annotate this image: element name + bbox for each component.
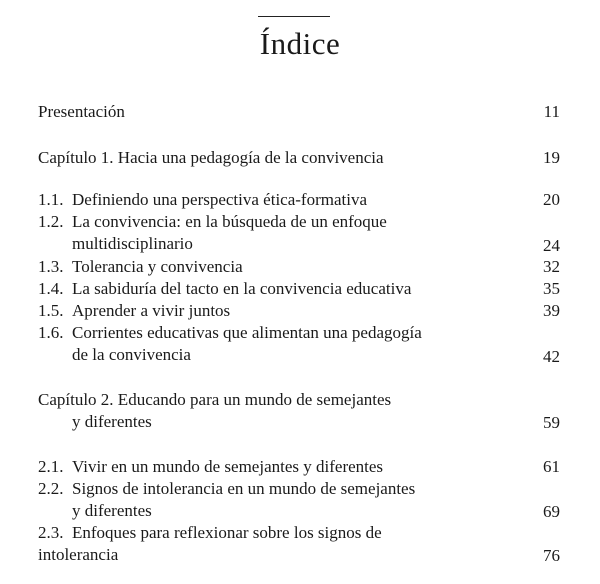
toc-entry-text: Tolerancia y convivencia: [72, 257, 243, 276]
toc-entry-text: y diferentes: [72, 412, 152, 431]
title-rule: [258, 16, 330, 17]
toc-page-number: 76: [543, 546, 560, 565]
section-number: 2.3.: [38, 523, 64, 542]
toc-entry-text: Capítulo 2. Educando para un mundo de semejantes: [38, 390, 392, 409]
toc-page-number: 61: [543, 457, 560, 476]
toc-entry-text: La sabiduría del tacto en la convivencia educativa: [72, 279, 412, 298]
toc-entry-text: Enfoques para reflexionar sobre los signos de: [72, 523, 382, 542]
toc-page-number: 32: [543, 257, 560, 276]
toc-section-2-2: [38, 478, 415, 500]
toc-section-2-3: [38, 522, 382, 544]
toc-entry-text: Presentación: [38, 102, 125, 121]
toc-section-1-1: [38, 189, 367, 211]
toc-entry-text: Vivir en un mundo de semejantes y diferentes: [72, 457, 384, 476]
toc-entry-text: Aprender a vivir juntos: [72, 301, 231, 320]
section-number: 1.2.: [38, 212, 64, 231]
toc-entry-text: La convivencia: en la búsqueda de un enfoque: [72, 212, 387, 231]
section-number: 1.5.: [38, 301, 64, 320]
toc-entry-text: y diferentes: [72, 501, 152, 520]
section-number: 1.4.: [38, 279, 64, 298]
toc-section-1-4: [38, 278, 411, 300]
toc-entry-text: Definiendo una perspectiva ética-formativa: [72, 190, 368, 209]
toc-entry-text: de la convivencia: [72, 345, 191, 364]
toc-chapter-2-cont: [72, 411, 152, 433]
toc-page-number: 59: [543, 413, 560, 432]
toc-chapter-1: [38, 147, 384, 169]
toc-page-number: 24: [543, 236, 560, 255]
toc-section-2-2-cont: [72, 500, 152, 522]
section-number: 1.6.: [38, 323, 64, 342]
toc-page-number: 35: [543, 279, 560, 298]
toc-section-1-6: [38, 322, 422, 344]
toc-page-number: 11: [543, 102, 560, 121]
toc-section-1-2: [38, 211, 387, 233]
toc-section-2-3-cont: [38, 544, 118, 566]
toc-entry-text: Capítulo 1. Hacia una pedagogía de la convivencia: [38, 148, 384, 167]
toc-entry-text: Corrientes educativas que alimentan una pedagogía: [72, 323, 422, 342]
toc-section-1-2-cont: [72, 233, 193, 255]
toc-section-1-3: [38, 256, 243, 278]
section-number: 1.1.: [38, 190, 64, 209]
toc-page-number: 39: [543, 301, 560, 320]
toc-page-number: 42: [543, 347, 560, 366]
page-title: Índice: [259, 26, 341, 61]
section-number: 2.2.: [38, 479, 64, 498]
toc-entry-text: multidisciplinario: [72, 234, 193, 253]
toc-entry-text: Signos de intolerancia en un mundo de semejantes: [72, 479, 416, 498]
section-number: 2.1.: [38, 457, 64, 476]
toc-section-1-5: [38, 300, 230, 322]
toc-section-2-1: [38, 456, 383, 478]
toc-page-number: 19: [543, 148, 560, 167]
toc-section-1-6-cont: [72, 344, 191, 366]
toc-entry-text: intolerancia: [38, 545, 119, 564]
section-number: 1.3.: [38, 257, 64, 276]
toc-page-number: 69: [543, 502, 560, 521]
toc-entry-presentacion: [38, 101, 125, 123]
toc-page-number: 20: [543, 190, 560, 209]
toc-chapter-2: [38, 389, 391, 411]
